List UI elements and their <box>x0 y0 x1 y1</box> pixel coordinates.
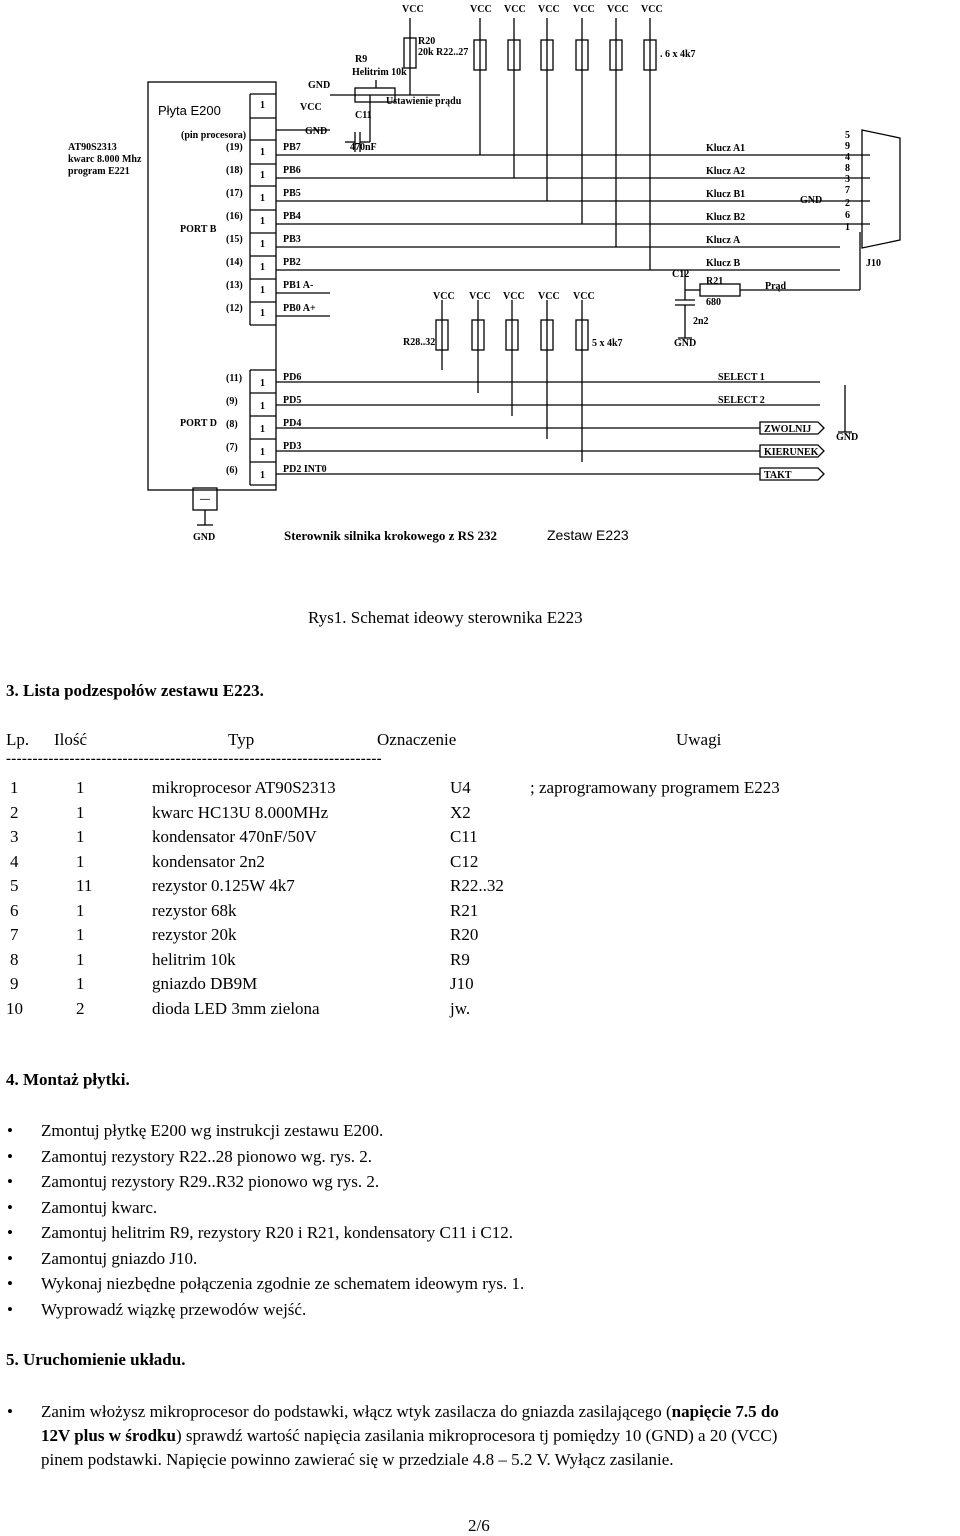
cell-ref: C12 <box>450 851 479 871</box>
cell-qty: 1 <box>76 802 85 822</box>
pin-note: (pin procesora) <box>181 130 247 141</box>
port-pin: PB3 <box>283 234 301 245</box>
col-ref: Oznaczenie <box>377 730 457 749</box>
cell-ref: R9 <box>450 949 470 969</box>
five-resistors-label: 5 x 4k7 <box>592 338 623 349</box>
pin-number: (13) <box>226 280 243 291</box>
table-row <box>6 803 906 827</box>
port-pin: PB6 <box>283 165 301 176</box>
connector-one: 1 <box>260 424 265 435</box>
connector-one: 1 <box>260 239 265 250</box>
pin-number: (18) <box>226 165 243 176</box>
cell-qty: 2 <box>76 998 85 1018</box>
gnd-label: GND <box>193 532 216 543</box>
table-row <box>6 778 906 802</box>
port-pin: PD6 <box>283 372 302 383</box>
vcc-label: VCC <box>504 4 526 15</box>
port-pin: PB2 <box>283 257 301 268</box>
gnd-label: GND <box>800 195 823 206</box>
pin-number: (12) <box>226 303 243 314</box>
connector-one: 1 <box>260 170 265 181</box>
cell-ref: jw. <box>450 998 471 1018</box>
table-divider: ----------------------------------------------------------------------- <box>6 751 382 767</box>
port-pin: PB5 <box>283 188 301 199</box>
db9-pin: 5 <box>845 130 850 141</box>
gnd-label: GND <box>836 432 859 443</box>
select1-label: SELECT 1 <box>718 372 765 383</box>
col-notes: Uwagi <box>676 730 722 749</box>
pin-number: (15) <box>226 234 243 245</box>
col-type: Typ <box>228 730 255 749</box>
connector-one: 1 <box>260 447 265 458</box>
page-number: 2/6 <box>468 1516 490 1535</box>
pin-number: (19) <box>226 142 243 153</box>
current-setting-label: Ustawienie prądu <box>386 96 462 107</box>
col-lp: Lp. <box>6 730 30 749</box>
startup-line-3: pinem podstawki. Napięcie powinno zawierać się w przedziale 4.8 – 5.2 V. Wyłącz zasilanie. <box>41 1450 674 1469</box>
connector-one: 1 <box>260 262 265 273</box>
startup-line-1: Zanim włożysz mikroprocesor do podstawki, włącz wtyk zasilacza do gniazda zasilającego (napięcie 7.5 do <box>41 1402 779 1421</box>
table-row <box>6 852 906 876</box>
port-pin: PD2 INT0 <box>283 464 327 475</box>
list-item: • Zamontuj kwarc. <box>41 1198 157 1218</box>
figure-caption: Rys1. Schemat ideowy sterownika E223 <box>308 608 583 627</box>
cell-qty: 1 <box>76 925 85 944</box>
gnd-label: GND <box>674 338 697 349</box>
port-pin: PB7 <box>283 142 301 153</box>
col-qty: Ilość <box>54 730 88 749</box>
board-label: Płyta E200 <box>158 103 221 118</box>
connector-one: 1 <box>260 285 265 296</box>
key-label: Klucz A1 <box>706 143 746 154</box>
table-row <box>6 974 906 998</box>
cell-lp: 9 <box>10 974 19 993</box>
current-label: Prąd <box>765 281 787 292</box>
key-label: Klucz A <box>706 235 741 246</box>
pin-number: (8) <box>226 419 238 430</box>
vcc-label: VCC <box>469 291 491 302</box>
c12-value: 2n2 <box>693 316 709 327</box>
port-pin: PB4 <box>283 211 301 222</box>
port-pin: PB0 A+ <box>283 303 316 314</box>
list-item: • Zmontuj płytkę E200 wg instrukcji zestawu E200. <box>41 1121 383 1141</box>
pin-number: (17) <box>226 188 243 199</box>
table-row <box>6 827 906 851</box>
cell-ref: C11 <box>450 827 478 846</box>
cell-qty: 1 <box>76 778 85 797</box>
list-item: • Wykonaj niezbędne połączenia zgodnie ze schematem ideowym rys. 1. <box>41 1274 524 1294</box>
cell-qty: 1 <box>76 851 85 871</box>
cell-lp: 7 <box>10 925 19 944</box>
connector-one: 1 <box>260 147 265 158</box>
cell-lp: 6 <box>10 900 19 920</box>
cell-ref: U4 <box>450 778 471 797</box>
list-item: • Wyprowadź wiązkę przewodów wejść. <box>41 1300 306 1320</box>
port-pin: PB1 A- <box>283 280 314 291</box>
cell-type: kondensator 470nF/50V <box>152 827 317 846</box>
vcc-label: VCC <box>573 4 595 15</box>
section4-heading: 4. Montaż płytki. <box>6 1070 130 1089</box>
cell-type: rezystor 0.125W 4k7 <box>152 876 295 895</box>
connector-one: 1 <box>260 378 265 389</box>
key-label: Klucz B <box>706 258 741 269</box>
schematic-diagram <box>0 0 960 570</box>
vcc-label: VCC <box>470 4 492 15</box>
mcu-info-2: kwarc 8.000 Mhz <box>68 154 142 165</box>
cell-qty: 11 <box>76 876 93 895</box>
pin-number: (11) <box>226 373 243 384</box>
cell-type: kondensator 2n2 <box>152 851 265 871</box>
port-pin: PD4 <box>283 418 302 429</box>
pin-number: (14) <box>226 257 243 268</box>
key-label: Klucz B1 <box>706 189 746 200</box>
db9-pin: 8 <box>845 163 850 174</box>
r28-label: R28..32 <box>403 337 436 348</box>
db9-pin: 6 <box>845 210 850 221</box>
list-item: • Zamontuj gniazdo J10. <box>41 1249 197 1269</box>
cell-lp: 1 <box>10 778 19 797</box>
port-d-label: PORT D <box>180 418 217 429</box>
cell-lp: 4 <box>10 851 19 871</box>
port-b-label: PORT B <box>180 224 217 235</box>
cell-qty: 1 <box>76 949 85 969</box>
cell-ref: R20 <box>450 925 479 944</box>
cell-type: kwarc HC13U 8.000MHz <box>152 802 329 822</box>
cell-type: gniazdo DB9M <box>152 974 258 993</box>
cell-ref: X2 <box>450 802 471 822</box>
vcc-label: VCC <box>641 4 663 15</box>
c11-value: 470nF <box>350 142 377 153</box>
vcc-label: VCC <box>503 291 525 302</box>
cell-lp: 2 <box>10 802 19 822</box>
gnd-label: GND <box>305 126 328 137</box>
r9-value: Helitrim 10k <box>352 67 407 78</box>
pin-number: (9) <box>226 396 238 407</box>
cell-lp: 3 <box>10 827 19 846</box>
cell-lp: 5 <box>10 876 19 895</box>
r9-label: R9 <box>355 54 368 65</box>
vcc-label: VCC <box>573 291 595 302</box>
cell-type: helitrim 10k <box>152 949 236 969</box>
select2-label: SELECT 2 <box>718 395 765 406</box>
cell-ref: R21 <box>450 900 479 920</box>
vcc-label: VCC <box>433 291 455 302</box>
cell-type: rezystor 68k <box>152 900 237 920</box>
j10-label: J10 <box>866 258 881 269</box>
section5-heading: 5. Uruchomienie układu. <box>6 1350 186 1369</box>
mcu-info-3: program E221 <box>68 166 130 177</box>
vcc-label: VCC <box>402 4 424 15</box>
table-row <box>6 901 906 925</box>
connector-one: 1 <box>260 100 265 111</box>
kierunek-label: KIERUNEK <box>764 447 819 458</box>
pin-number: (16) <box>226 211 243 222</box>
vcc-pin-label: VCC <box>300 102 322 113</box>
startup-paragraph: • Zanim włożysz mikroprocesor do podstawki, włącz wtyk zasilacza do gniazda zasilającego (napięcie 7.5 do 12V plus w środku) sprawdź wartość napięcia zasilania mikroprocesora tj pomiędzy 10 (GND) a 20 (VCC) pinem podstawki. Napięcie powinno zawierać się w przedziale 4.8 – 5.2 V. Wyłącz zasilanie. <box>41 1400 957 1472</box>
cell-type: dioda LED 3mm zielona <box>152 998 320 1018</box>
connector-one: 1 <box>260 470 265 481</box>
table-row <box>6 876 906 900</box>
r20-value: 20k R22..27 <box>418 47 469 58</box>
db9-pin: 7 <box>845 185 850 196</box>
connector-one: 1 <box>260 216 265 227</box>
cell-qty: 1 <box>76 827 85 846</box>
connector-one: 1 <box>260 193 265 204</box>
cell-ref: J10 <box>450 974 474 993</box>
r21-value: 680 <box>706 297 721 308</box>
mcu-info-1: AT90S2313 <box>68 142 117 153</box>
takt-label: TAKT <box>764 470 792 481</box>
cell-ref: R22..32 <box>450 876 504 895</box>
zwolnij-label: ZWOLNIJ <box>764 424 812 435</box>
c12-label: C12 <box>672 269 690 280</box>
table-row <box>6 925 906 949</box>
gnd-label: GND <box>308 80 331 91</box>
db9-pin: 3 <box>845 174 850 185</box>
db9-pin: 9 <box>845 141 850 152</box>
cell-note: ; zaprogramowany programem E223 <box>530 778 780 797</box>
table-row <box>6 999 906 1023</box>
key-label: Klucz B2 <box>706 212 746 223</box>
kit-label: Zestaw E223 <box>547 527 629 543</box>
cell-type: mikroprocesor AT90S2313 <box>152 778 336 797</box>
vcc-label: VCC <box>538 291 560 302</box>
c11-label: C11 <box>355 110 372 121</box>
six-resistors-label: . 6 x 4k7 <box>660 49 696 60</box>
key-label: Klucz A2 <box>706 166 746 177</box>
connector-one: 1 <box>260 308 265 319</box>
r21-label: R21 <box>706 276 724 287</box>
table-row <box>6 950 906 974</box>
cell-qty: 1 <box>76 900 85 920</box>
cell-qty: 1 <box>76 974 85 993</box>
cell-lp: 8 <box>10 949 19 969</box>
port-pin: PD3 <box>283 441 302 452</box>
db9-pin: 4 <box>845 152 850 163</box>
section3-heading: 3. Lista podzespołów zestawu E223. <box>6 681 264 700</box>
db9-pin: 1 <box>845 222 850 233</box>
connector-one: 1 <box>260 401 265 412</box>
schematic-title: Sterownik silnika krokowego z RS 232 <box>284 528 497 543</box>
list-item: • Zamontuj rezystory R29..R32 pionowo wg rys. 2. <box>41 1172 379 1192</box>
startup-line-2: 12V plus w środku) sprawdź wartość napięcia zasilania mikroprocesora tj pomiędzy 10 (GND) a 20 (VCC) <box>41 1426 778 1445</box>
db9-pin: 2 <box>845 198 850 209</box>
r20-label: R20 <box>418 36 436 47</box>
minus-label: — <box>200 494 210 505</box>
cell-type: rezystor 20k <box>152 925 237 944</box>
vcc-label: VCC <box>607 4 629 15</box>
pin-number: (6) <box>226 465 238 476</box>
list-item: • Zamontuj rezystory R22..28 pionowo wg. rys. 2. <box>41 1147 372 1167</box>
cell-lp: 10 <box>6 998 23 1018</box>
port-pin: PD5 <box>283 395 302 406</box>
pin-number: (7) <box>226 442 238 453</box>
vcc-label: VCC <box>538 4 560 15</box>
list-item: • Zamontuj helitrim R9, rezystory R20 i R21, kondensatory C11 i C12. <box>41 1223 513 1243</box>
